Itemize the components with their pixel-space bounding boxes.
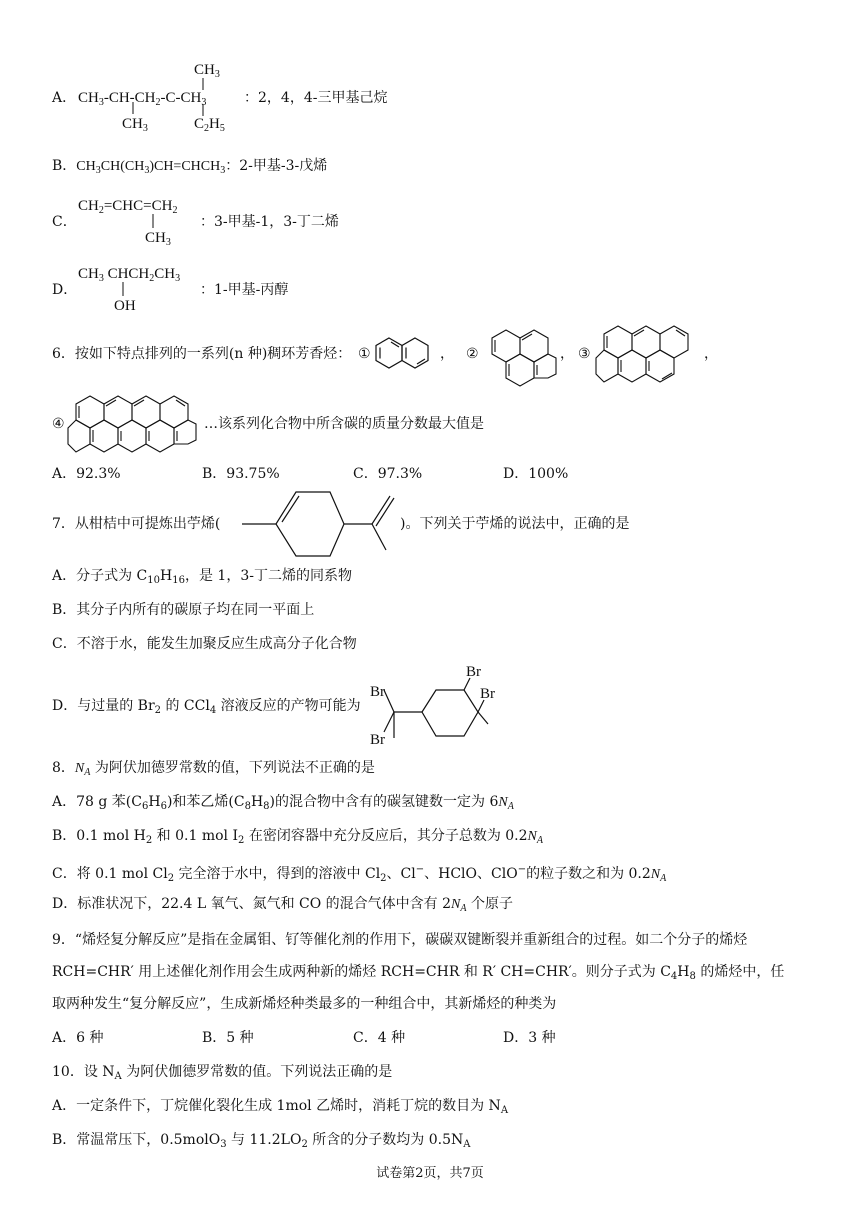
- large-pah-structure: [68, 394, 200, 452]
- q5-d-name: ：1-甲基-丙醇: [200, 282, 289, 298]
- q9-line-2: RCH=CHR′ 用上述催化剂作用会生成两种新的烯烃 RCH=CHR 和 R′ CH=CHR′。则分子式为 $C_4H_8$ 的烯烃中，任: [52, 964, 785, 982]
- q7-option-d: D．与过量的 $Br_2$ 的 CCl$_4$ 溶液反应的产物可能为: [52, 698, 361, 716]
- q6-tail: …该系列化合物中所含碳的质量分数最大值是: [204, 416, 484, 432]
- q7-d-br-4: Br: [480, 686, 495, 702]
- q6-comma-1: ，: [440, 346, 454, 362]
- q6-option-b: B．93.75%: [202, 466, 280, 482]
- coronene-like-structure: [596, 324, 694, 382]
- page-footer: 试卷第2页，共7页: [376, 1166, 484, 1181]
- q6-option-c: C．97.3%: [353, 466, 423, 482]
- q10-stem: 10．设 $N_A$ 为阿伏伽德罗常数的值。下列说法正确的是: [52, 1064, 393, 1082]
- q6-stem: 6．按如下特点排列的一系列(n 种)稠环芳香烃：: [52, 346, 352, 362]
- q9-line-3: 取两种发生“复分解反应”，生成新烯烃种类最多的一种组合中，其新烯烃的种类为: [52, 996, 557, 1012]
- q5-c-methyl: $CH_3$: [145, 230, 171, 248]
- q7-d-br-1: Br: [370, 684, 385, 700]
- q9-option-a: A．6 种: [52, 1030, 104, 1046]
- q9-line-1: 9．“烯烃复分解反应”是指在金属钼、钌等催化剂的作用下，碳碳双键断裂并重新组合的过程。如二个分子的烯烃: [52, 932, 748, 948]
- q7-stem-a: 7．从柑桔中可提炼出苧烯(: [52, 516, 221, 532]
- q9-option-c: C．4 种: [353, 1030, 406, 1046]
- q8-stem: 8．$N_A$ 为阿伏加德罗常数的值，下列说法不正确的是: [52, 760, 375, 778]
- q8-option-d: D．标准状况下，22.4 L 氧气、氮气和 CO 的混合气体中含有 $2N_A$ 个原子: [52, 896, 513, 914]
- q5-option-c: C．: [52, 214, 77, 230]
- pyrene-structure: [484, 328, 556, 382]
- q6-marker-4: ④: [52, 416, 65, 432]
- q7-stem-b: )。下列关于苧烯的说法中，正确的是: [400, 516, 630, 532]
- q6-option-d: D．100%: [503, 466, 569, 482]
- q5-option-a: A．: [52, 90, 77, 106]
- q9-option-d: D．3 种: [503, 1030, 556, 1046]
- q6-comma-3: ，: [704, 346, 718, 362]
- q5-a-name: ：2，4，4-三甲基己烷: [244, 90, 388, 106]
- q5-d-bond: [0, 0, 1, 1]
- limonene-structure: [240, 488, 400, 560]
- q5-d-structure: $CH_3$ $CHCH_2CH_3$: [78, 266, 181, 284]
- q5-b-formula: $CH_3CH(CH_3)CH=CHCH_3$: [76, 159, 226, 176]
- q7-option-c: C．不溶于水，能发生加聚反应生成高分子化合物: [52, 636, 357, 652]
- q7-option-b: B．其分子内所有的碳原子均在同一平面上: [52, 602, 315, 618]
- naphthalene-structure: [376, 338, 432, 368]
- q5-a-bottom-ethyl: $C_2H_5$: [194, 116, 225, 134]
- q8-option-b: B．0.1 mol $H_2$ 和 0.1 mol $I_2$ 在密闭容器中充分反应后，其分子总数为 $0.2N_A$: [52, 828, 543, 846]
- q6-marker-3: ③: [578, 346, 591, 362]
- q5-a-bottom-methyl: $CH_3$: [122, 116, 148, 134]
- q5-a-structure: $CH_3-CH-CH_2-C-CH_3$: [78, 90, 207, 108]
- q9-option-b: B．5 种: [202, 1030, 254, 1046]
- q5-d-oh: OH: [114, 298, 136, 314]
- q7-d-br-3: Br: [466, 664, 481, 680]
- q5-c-name: ：3-甲基-1，3-丁二烯: [200, 214, 339, 230]
- q5-b-name: ：2-甲基-3-戊烯: [225, 158, 328, 174]
- q10-option-a: A．一定条件下，丁烷催化裂化生成 1mol 乙烯时，消耗丁烷的数目为 $N_A$: [52, 1098, 509, 1116]
- q6-marker-1: ①: [358, 346, 371, 362]
- q6-marker-2: ②: [466, 346, 479, 362]
- q10-option-b: B．常温常压下，0.5molO$_3$ 与 $11.2LO_2$ 所含的分子数均为 $0.5N_A$: [52, 1132, 471, 1150]
- q8-option-c: C．将 0.1 mol $Cl_2$ 完全溶于水中，得到的溶液中 $Cl_2$、Cl−、HClO、ClO−的粒子数之和为 $0.2N_A$: [52, 864, 667, 884]
- q5-option-d: D．: [52, 282, 78, 298]
- q5-c-structure: $CH_2=CHC=CH_2$: [78, 198, 178, 216]
- q5-a-top-methyl: $CH_3$: [194, 62, 220, 80]
- q6-option-a: A．92.3%: [52, 466, 121, 482]
- q8-option-a: A．78 g 苯$(C_6H_6)$和苯乙烯$(C_8H_8)$的混合物中含有的碳氢键数一定为 $6N_A$: [52, 794, 514, 812]
- q6-comma-2: ，: [560, 346, 574, 362]
- q7-d-br-2: Br: [370, 732, 385, 748]
- q5-option-b: B．$CH_3CH(CH_3)CH=CHCH_3$：2-甲基-3-戊烯: [52, 158, 328, 176]
- q7-option-a: A．分子式为 $C_{10}H_{16}$，是 1，3-丁二烯的同系物: [52, 568, 352, 586]
